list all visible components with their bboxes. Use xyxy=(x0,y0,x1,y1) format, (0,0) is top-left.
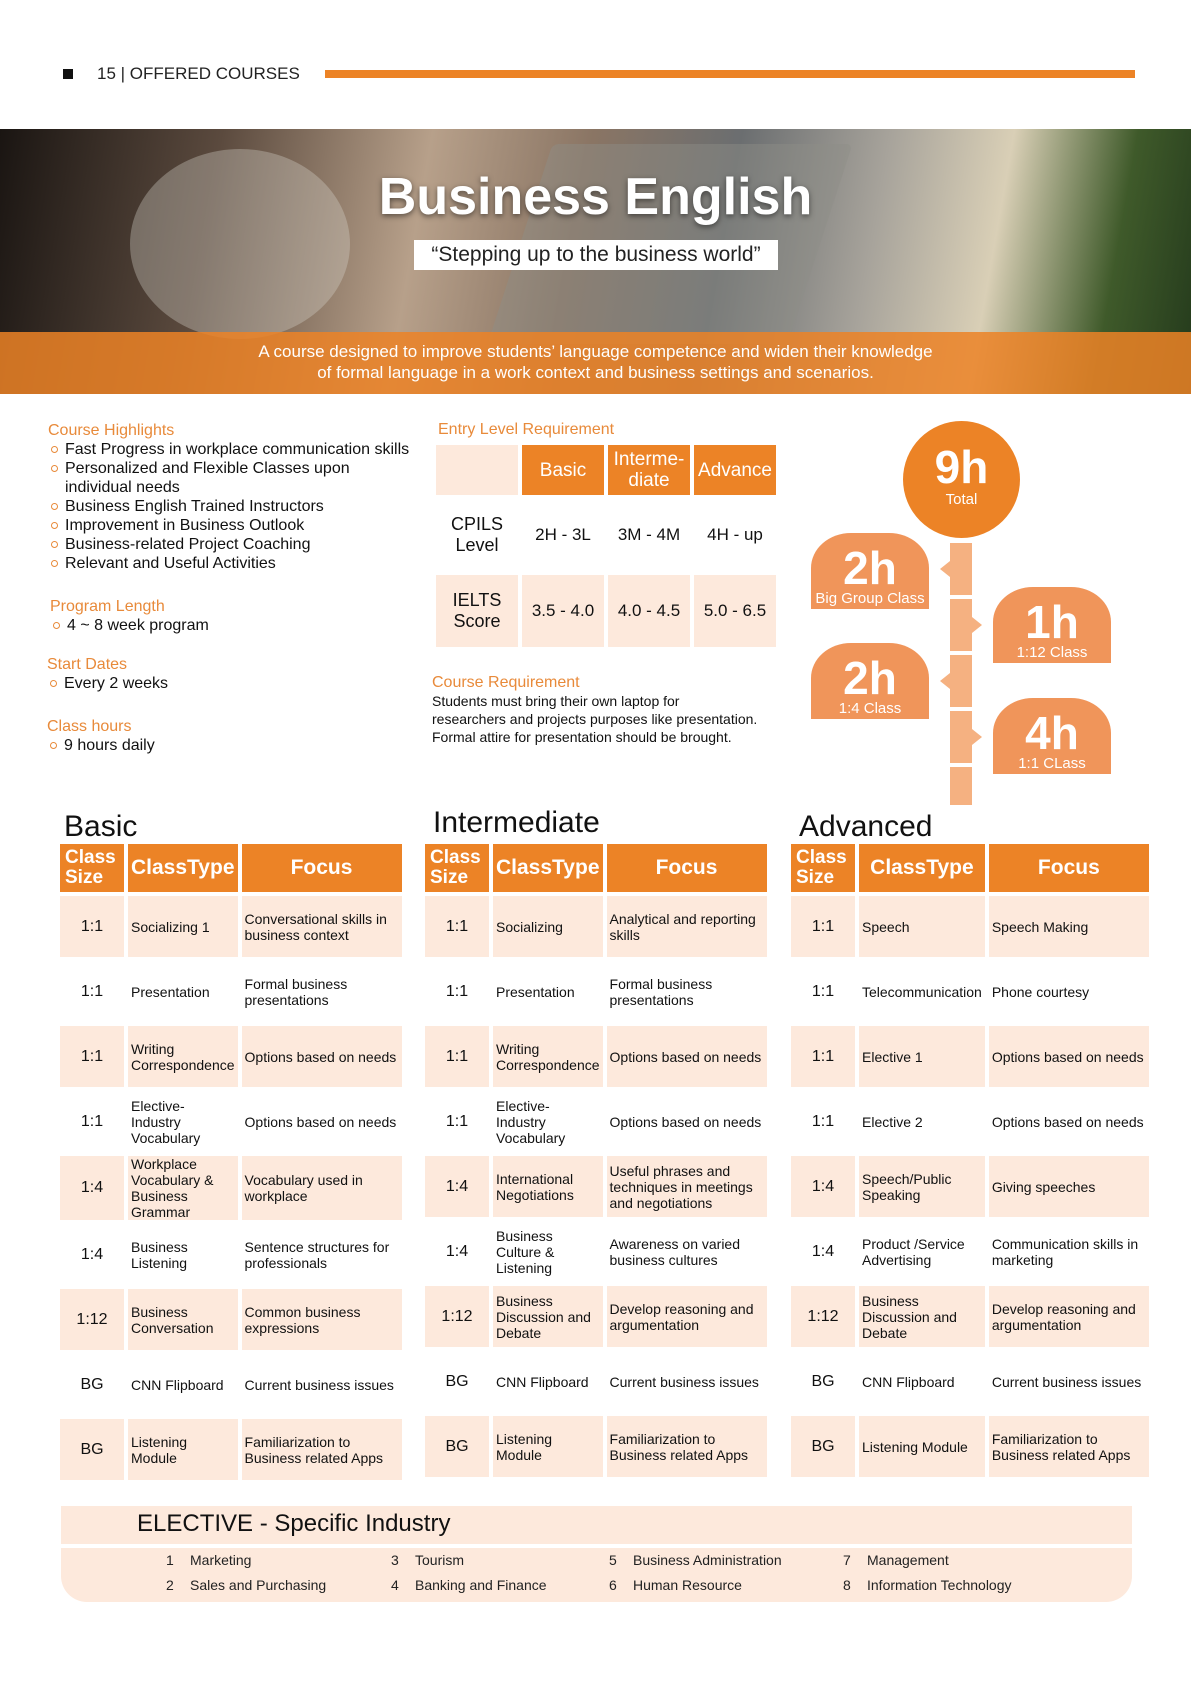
class-size-cell: 1:1 xyxy=(791,896,855,957)
class-type-cell: Writing Correspondence xyxy=(128,1026,238,1087)
hours-value: 2h xyxy=(843,652,897,704)
class-type-cell: Writing Correspondence xyxy=(493,1026,603,1087)
class-type-cell: CNN Flipboard xyxy=(862,1373,955,1390)
class-size-cell: 1:1 xyxy=(60,896,124,957)
class-size-cell: 1:4 xyxy=(60,1156,124,1220)
program-length-title: Program Length xyxy=(50,598,165,615)
entry-row-label: CPILS Level xyxy=(450,514,504,555)
focus-cell: Giving speeches xyxy=(989,1156,1149,1217)
class-size-cell: 1:1 xyxy=(445,982,469,1000)
class-size-cell: 1:1 xyxy=(445,1112,469,1130)
table-row xyxy=(60,1224,402,1285)
elective-num: 6 xyxy=(609,1577,617,1593)
class-size-cell: 1:1 xyxy=(80,1112,104,1130)
arrow-left-icon xyxy=(940,561,950,577)
class-size-cell: 1:4 xyxy=(80,1245,104,1263)
header-bar xyxy=(325,70,1135,78)
focus-cell: Formal business presentations xyxy=(609,975,713,1008)
entry-header: Interme-diate xyxy=(608,445,690,495)
entry-cell: 5.0 - 6.5 xyxy=(694,575,776,647)
class-type-cell: Product /Service Advertising xyxy=(862,1235,965,1268)
elective-item xyxy=(843,1552,949,1568)
page-label: 15 | OFFERED COURSES xyxy=(97,64,300,83)
focus-cell: Analytical and reporting skills xyxy=(607,896,767,957)
class-size-cell: 1:12 xyxy=(791,1286,855,1347)
hours-label: 1:4 Class xyxy=(838,700,902,717)
course-requirement-title: Course Requirement xyxy=(432,674,580,691)
elective-name: Information Technology xyxy=(867,1577,1012,1593)
hours-block-1-4 xyxy=(811,643,929,719)
class-type-cell: Business Discussion and Debate xyxy=(493,1286,603,1347)
entry-cell: 4H - up xyxy=(707,525,763,544)
header-square-icon xyxy=(63,69,73,79)
elective-num: 5 xyxy=(609,1552,617,1568)
focus-cell: Familiarization to Business related Apps xyxy=(242,1419,402,1480)
timeline-segment xyxy=(950,599,972,651)
elective-title: ELECTIVE - Specific Industry xyxy=(137,1510,451,1537)
elective-name: Human Resource xyxy=(633,1577,742,1593)
focus-cell: Current business issues xyxy=(609,1373,759,1390)
header-class-size: Class Size xyxy=(60,844,124,892)
elective-num: 3 xyxy=(391,1552,399,1568)
start-dates-value: Every 2 weeks xyxy=(47,674,347,693)
start-dates-title: Start Dates xyxy=(47,656,128,673)
elective-name: Sales and Purchasing xyxy=(190,1577,327,1593)
arrow-right-icon xyxy=(972,729,982,745)
class-size-cell: BG xyxy=(791,1416,855,1477)
focus-cell: Options based on needs xyxy=(989,1026,1149,1087)
elective-name: Tourism xyxy=(415,1552,465,1568)
hero-description-line2: of formal language in a work context and business settings and scenarios. xyxy=(317,363,874,382)
class-size-cell: 1:1 xyxy=(811,1112,835,1130)
class-type-cell: Listening Module xyxy=(859,1416,985,1477)
hours-value: 1h xyxy=(1025,596,1079,648)
class-type-cell: Elective 2 xyxy=(862,1113,923,1130)
class-size-cell: 1:1 xyxy=(791,1026,855,1087)
timeline-segment xyxy=(950,543,972,595)
hours-block-big-group xyxy=(811,533,929,609)
course-table-intermediate xyxy=(421,840,771,1481)
level-title-advanced: Advanced xyxy=(799,810,933,843)
class-hours-value: 9 hours daily xyxy=(47,736,347,755)
focus-cell: Familiarization to Business related Apps xyxy=(989,1416,1149,1477)
class-size-cell: 1:1 xyxy=(425,1026,489,1087)
entry-cell: 4.0 - 4.5 xyxy=(608,575,690,647)
class-hours-title: Class hours xyxy=(47,718,132,735)
focus-cell: Options based on needs xyxy=(991,1113,1144,1130)
list-item: Improvement in Business Outlook xyxy=(48,516,418,535)
header-focus: Focus xyxy=(607,844,767,892)
class-size-cell: 1:1 xyxy=(811,982,835,1000)
hours-label: Big Group Class xyxy=(815,590,925,607)
elective-num: 4 xyxy=(391,1577,399,1593)
focus-cell: Phone courtesy xyxy=(991,983,1090,1000)
focus-cell: Sentence structures for professionals xyxy=(244,1238,390,1271)
table-row xyxy=(425,1351,767,1412)
focus-cell: Current business issues xyxy=(991,1373,1142,1390)
class-type-cell: Presentation xyxy=(131,983,210,1000)
entry-title: Entry Level Requirement xyxy=(438,421,615,438)
total-hours-label: Total xyxy=(945,491,978,508)
entry-corner-cell xyxy=(436,445,518,495)
elective-item xyxy=(166,1552,251,1568)
elective-name: Business Administration xyxy=(633,1552,782,1568)
course-table-advanced xyxy=(787,840,1153,1481)
focus-cell: Options based on needs xyxy=(607,1026,767,1087)
hours-block-1-1 xyxy=(993,698,1111,774)
header-class-type: ClassType xyxy=(128,844,238,892)
class-size-cell: BG xyxy=(60,1419,124,1480)
table-row xyxy=(791,1221,1149,1282)
list-item: Business-related Project Coaching xyxy=(48,535,418,554)
class-type-cell: Elective- Industry Vocabulary xyxy=(496,1097,566,1146)
table-row xyxy=(425,896,767,957)
class-size-cell: BG xyxy=(425,1416,489,1477)
table-row xyxy=(60,1026,402,1087)
elective-num: 1 xyxy=(166,1552,174,1568)
list-item: Relevant and Useful Activities xyxy=(48,554,418,573)
hours-value: 4h xyxy=(1025,707,1079,759)
arrow-left-icon xyxy=(940,673,950,689)
list-item: Fast Progress in workplace communication skills xyxy=(48,440,418,459)
requirement-line: Formal attire for presentation should be brought. xyxy=(432,729,732,745)
table-row xyxy=(60,1419,402,1480)
class-type-cell: Presentation xyxy=(496,983,575,1000)
table-row xyxy=(425,1221,767,1282)
table-row xyxy=(791,1026,1149,1087)
header-focus: Focus xyxy=(989,844,1149,892)
class-size-cell: 1:1 xyxy=(425,896,489,957)
class-type-cell: Business Culture & Listening xyxy=(496,1227,555,1276)
table-row xyxy=(791,961,1149,1022)
header-class-size: Class Size xyxy=(791,844,855,892)
hero-description-line1: A course designed to improve students’ language competence and widen their knowledge xyxy=(258,342,933,361)
table-row xyxy=(425,1416,767,1477)
highlights-title: Course Highlights xyxy=(48,422,175,439)
class-type-cell: Elective- Industry Vocabulary xyxy=(131,1097,201,1146)
hero-description xyxy=(0,341,1191,383)
entry-header: Advance xyxy=(694,445,776,495)
elective-name: Marketing xyxy=(190,1552,252,1568)
entry-header: Basic xyxy=(522,445,604,495)
class-type-cell: Listening Module xyxy=(493,1416,603,1477)
class-size-cell: 1:4 xyxy=(811,1242,835,1260)
class-type-cell: Telecommunication xyxy=(862,983,982,1000)
elective-item xyxy=(166,1577,326,1593)
focus-cell: Familiarization to Business related Apps xyxy=(607,1416,767,1477)
focus-cell: Common business expressions xyxy=(242,1289,402,1350)
class-type-cell: Socializing xyxy=(493,896,603,957)
entry-cell: 2H - 3L xyxy=(535,525,591,544)
entry-cell: 3.5 - 4.0 xyxy=(522,575,604,647)
table-row xyxy=(425,1156,767,1217)
level-title-intermediate: Intermediate xyxy=(433,806,600,839)
class-type-cell: Speech xyxy=(859,896,985,957)
program-length xyxy=(50,598,350,635)
elective-num: 7 xyxy=(843,1552,851,1568)
class-type-cell: Business Discussion and Debate xyxy=(859,1286,985,1347)
header-class-type: ClassType xyxy=(859,844,985,892)
timeline-segment xyxy=(950,655,972,707)
class-size-cell: 1:4 xyxy=(791,1156,855,1217)
list-item: Business English Trained Instructors xyxy=(48,497,418,516)
total-hours-value: 9h xyxy=(934,441,989,493)
class-size-cell: 1:1 xyxy=(80,982,104,1000)
focus-cell: Develop reasoning and argumentation xyxy=(989,1286,1149,1347)
class-type-cell: Speech/Public Speaking xyxy=(859,1156,985,1217)
level-title-basic: Basic xyxy=(64,810,138,843)
table-row xyxy=(791,1351,1149,1412)
timeline-segment xyxy=(950,711,972,763)
class-size-cell: BG xyxy=(445,1372,469,1390)
table-row xyxy=(425,1286,767,1347)
class-size-cell: BG xyxy=(80,1375,104,1393)
elective-item xyxy=(609,1552,782,1568)
hours-label: 1:1 CLass xyxy=(1018,755,1086,772)
class-type-cell: Business Listening xyxy=(131,1238,188,1271)
class-type-cell: CNN Flipboard xyxy=(496,1373,589,1390)
class-type-cell: CNN Flipboard xyxy=(131,1376,224,1393)
class-type-cell: Workplace Vocabulary & Business Grammar xyxy=(128,1156,238,1220)
focus-cell: Options based on needs xyxy=(244,1113,397,1130)
elective-item xyxy=(843,1577,1012,1593)
timeline-segment xyxy=(950,767,972,805)
focus-cell: Awareness on varied business cultures xyxy=(609,1235,740,1268)
requirement-line: Students must bring their own laptop for xyxy=(432,693,680,709)
hero-subtitle: “Stepping up to the business world” xyxy=(414,240,778,270)
table-row xyxy=(791,1156,1149,1217)
focus-cell: Speech Making xyxy=(989,896,1149,957)
total-hours-circle xyxy=(903,421,1020,538)
elective-item xyxy=(609,1577,742,1593)
table-row xyxy=(791,896,1149,957)
arrow-right-icon xyxy=(972,617,982,633)
focus-cell: Vocabulary used in workplace xyxy=(242,1156,402,1220)
course-highlights xyxy=(48,422,418,573)
table-row xyxy=(791,1286,1149,1347)
focus-cell: Conversational skills in business context xyxy=(242,896,402,957)
table-row xyxy=(60,1289,402,1350)
hours-value: 2h xyxy=(843,542,897,594)
entry-row-label: IELTS Score xyxy=(436,575,518,647)
focus-cell: Develop reasoning and argumentation xyxy=(607,1286,767,1347)
table-row xyxy=(425,961,767,1022)
focus-cell: Communication skills in marketing xyxy=(991,1235,1139,1268)
elective-item xyxy=(391,1577,547,1593)
focus-cell: Options based on needs xyxy=(242,1026,402,1087)
hours-label: 1:12 Class xyxy=(1016,644,1088,661)
header-focus: Focus xyxy=(242,844,402,892)
list-item: Personalized and Flexible Classes upon individual needs xyxy=(48,459,418,497)
hero-banner xyxy=(0,129,1191,394)
entry-table xyxy=(432,441,780,651)
elective-num: 2 xyxy=(166,1577,174,1593)
class-size-cell: 1:12 xyxy=(425,1286,489,1347)
class-size-cell: 1:4 xyxy=(425,1156,489,1217)
class-type-cell: Socializing 1 xyxy=(128,896,238,957)
table-row xyxy=(60,896,402,957)
elective-name: Management xyxy=(867,1552,949,1568)
class-type-cell: Listening Module xyxy=(128,1419,238,1480)
header-class-type: ClassType xyxy=(493,844,603,892)
table-row xyxy=(425,1091,767,1152)
highlights-list xyxy=(48,440,418,573)
table-row xyxy=(60,1156,402,1220)
hero-title: Business English xyxy=(378,168,813,226)
class-size-cell: 1:12 xyxy=(60,1289,124,1350)
start-dates xyxy=(47,656,347,693)
course-requirement xyxy=(432,674,802,746)
program-length-value: 4 ~ 8 week program xyxy=(50,616,350,635)
class-size-cell: 1:1 xyxy=(60,1026,124,1087)
table-row xyxy=(60,961,402,1022)
class-type-cell: Business Conversation xyxy=(128,1289,238,1350)
course-table-basic xyxy=(56,840,406,1484)
focus-cell: Options based on needs xyxy=(609,1113,762,1130)
class-size-cell: 1:4 xyxy=(445,1242,469,1260)
table-row xyxy=(60,1091,402,1152)
table-row xyxy=(791,1416,1149,1477)
focus-cell: Current business issues xyxy=(244,1376,394,1393)
class-type-cell: International Negotiations xyxy=(493,1156,603,1217)
elective-item xyxy=(391,1552,464,1568)
table-row xyxy=(60,1354,402,1415)
table-row xyxy=(425,1026,767,1087)
hours-block-1-12 xyxy=(993,587,1111,663)
focus-cell: Useful phrases and techniques in meetings and negotiations xyxy=(607,1156,767,1217)
class-hours xyxy=(47,718,347,755)
elective-name: Banking and Finance xyxy=(415,1577,547,1593)
header-class-size: Class Size xyxy=(425,844,489,892)
requirement-line: researchers and projects purposes like presentation. xyxy=(432,711,758,727)
focus-cell: Formal business presentations xyxy=(244,975,348,1008)
table-row xyxy=(791,1091,1149,1152)
entry-cell: 3M - 4M xyxy=(617,525,681,544)
elective-num: 8 xyxy=(843,1577,851,1593)
class-type-cell: Elective 1 xyxy=(859,1026,985,1087)
class-size-cell: BG xyxy=(811,1372,835,1390)
